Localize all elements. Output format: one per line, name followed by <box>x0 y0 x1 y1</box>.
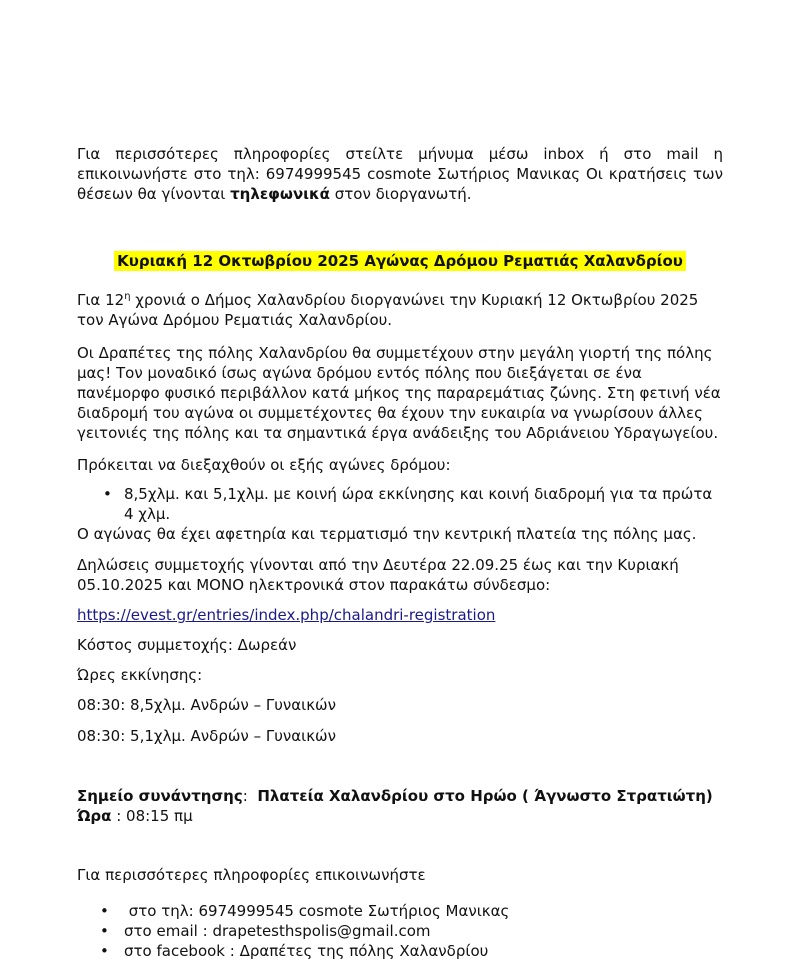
start-finish-text: Ο αγώνας θα έχει αφετηρία και τερματισμό την κεντρική πλατεία της πόλης μας. <box>77 525 697 543</box>
para1-post: χρονιά ο Δήμος Χαλανδρίου διοργανώνει την Κυριακή 12 Οκτωβρίου 2025 τον Αγώνα Δρόμου Ρεματιάς Χαλανδρίου. <box>77 291 699 329</box>
races-intro: Πρόκειται να διεξαχθούν οι εξής αγώνες δρόμου: <box>77 456 451 474</box>
intro-event-paragraph <box>77 290 723 330</box>
contact-facebook: στο facebook : Δραπέτες της πόλης Χαλανδρίου <box>124 942 489 960</box>
intro-text: Για περισσότερες πληροφορίες στείλτε μήνυμα μέσω inbox ή στο mail η επικοινωνήστε στο τηλ: 6974999545 cosmote Σωτήριος Μανικας Οι κρατήσεις των θέσεων θα γίνονται <box>77 145 723 203</box>
event-title-block <box>77 251 723 271</box>
meeting-place: Πλατεία Χαλανδρίου στο Ηρώο ( Άγνωστο Στρατιώτη) <box>257 787 713 805</box>
start-time-item: 08:30: 5,1χλμ. Ανδρών – Γυναικών <box>77 727 336 745</box>
registration-text: Δηλώσεις συμμετοχής γίνονται από την Δευτέρα 22.09.25 έως και την Κυριακή 05.10.2025 και ΜΟΝΟ ηλεκτρονικά στον παρακάτω σύνδεσμο: <box>77 556 679 594</box>
intro-text-end: στον διοργανωτή. <box>329 185 472 203</box>
meeting-point <box>77 786 723 806</box>
meeting-time-value: : 08:15 πμ <box>111 807 193 825</box>
list-item <box>103 484 723 524</box>
list-item <box>100 941 700 961</box>
intro-paragraph <box>77 144 723 204</box>
race-list <box>103 484 723 524</box>
bullet-icon: • <box>100 902 109 920</box>
cost-text: Κόστος συμμετοχής: Δωρεάν <box>77 636 297 654</box>
para1-pre: Για 12 <box>77 291 125 309</box>
registration-link-line <box>77 605 723 625</box>
meeting-label: Σημείο συνάντησης <box>77 787 243 805</box>
race-text: 8,5χλμ. και 5,1χλμ. με κοινή ώρα εκκίνησης και κοινή διαδρομή για τα πρώτα 4 χλμ. <box>124 485 713 523</box>
contact-list <box>100 901 700 961</box>
list-item <box>100 901 700 921</box>
contact-phone: στο τηλ: 6974999545 cosmote Σωτήριος Μανικας <box>124 902 510 920</box>
superscript: η <box>124 291 131 302</box>
contact-email: στο email : drapetesthspolis@gmail.com <box>124 922 431 940</box>
bullet-icon: • <box>103 485 112 503</box>
intro-bold-text: τηλεφωνικά <box>230 185 330 203</box>
meeting-time-label: Ώρα <box>77 807 112 825</box>
start-times-label: Ώρες εκκίνησης: <box>77 666 203 684</box>
meeting-time <box>77 806 723 826</box>
list-item <box>100 921 700 941</box>
bullet-icon: • <box>100 942 109 960</box>
contact-heading: Για περισσότερες πληροφορίες επικοινωνήστε <box>77 866 426 884</box>
start-time-item: 08:30: 8,5χλμ. Ανδρών – Γυναικών <box>77 696 336 714</box>
meeting-colon: : <box>242 787 258 805</box>
bullet-icon: • <box>100 922 109 940</box>
event-title: Κυριακή 12 Οκτωβρίου 2025 Αγώνας Δρόμου Ρεματιάς Χαλανδρίου <box>114 251 686 271</box>
description-paragraph: Οι Δραπέτες της πόλης Χαλανδρίου θα συμμετέχουν στην μεγάλη γιορτή της πόλης μας! Τον μοναδικό ίσως αγώνα δρόμου εντός πόλης που διεξάγεται σε ένα πανέμορφο φυσικό περιβάλλον κατά μήκος της παραρεμάτιας ζώνης. Στη φετινή νέα διαδρομή του αγώνα οι συμμετέχοντες θα έχουν την ευκαιρία να γνωρίσουν άλλες γειτονιές της πόλης και τα σημαντικά έργα ανάδειξης του Αδριάνειου Υδραγωγείου. <box>77 344 721 442</box>
registration-link[interactable]: https://evest.gr/entries/index.php/chalandri-registration <box>77 606 496 624</box>
